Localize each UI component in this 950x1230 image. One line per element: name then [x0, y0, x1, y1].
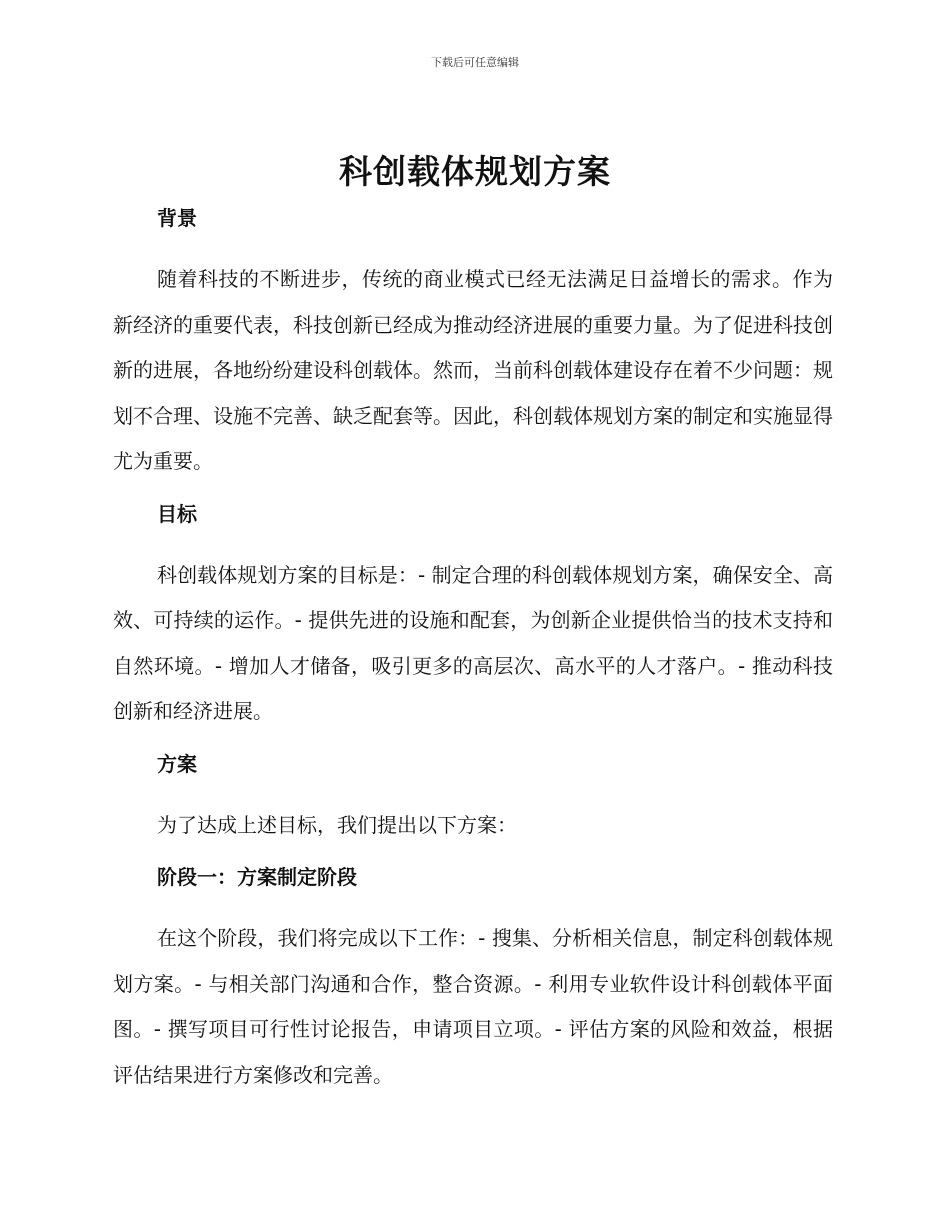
section-heading: 方案 [157, 751, 197, 776]
section-paragraph: 科创载体规划方案的目标是：- 制定合理的科创载体规划方案，确保安全、高效、可持续的运作。- 提供先进的设施和配套，为创新企业提供恰当的技术支持和自然环境。- 增加人才储备，吸引更多的高层次、高水平的人才落户。- 推动科技创新和经济进展。 [113, 562, 833, 723]
section-phase-one [113, 862, 833, 1098]
section-goals [113, 499, 833, 735]
section-background [113, 203, 833, 485]
section-paragraph: 在这个阶段，我们将完成以下工作：- 搜集、分析相关信息，制定科创载体规划方案。- 与相关部门沟通和合作，整合资源。- 利用专业软件设计科创载体平面图。- 撰写项目可行性讨论报告，申请项目立项。- 评估方案的风险和效益，根据评估结果进行方案修改和完善。 [113, 926, 833, 1087]
section-heading: 阶段一：方案制定阶段 [157, 865, 357, 889]
document-body [113, 203, 833, 1112]
section-heading: 背景 [157, 206, 197, 230]
page-header-note: 下载后可任意编辑 [431, 56, 519, 69]
document-title: 科创载体规划方案 [339, 152, 611, 191]
section-paragraph: 随着科技的不断进步，传统的商业模式已经无法满足日益增长的需求。作为新经济的重要代表，科技创新已经成为推动经济进展的重要力量。为了促进科技创新的进展，各地纷纷建设科创载体。然而，当前科创载体建设存在着不少问题：规划不合理、设施不完善、缺乏配套等。因此，科创载体规划方案的制定和实施显得尤为重要。 [113, 267, 833, 473]
section-heading: 目标 [157, 501, 197, 526]
section-paragraph: 为了达成上述目标，我们提出以下方案： [157, 812, 517, 837]
section-plan [113, 749, 833, 849]
